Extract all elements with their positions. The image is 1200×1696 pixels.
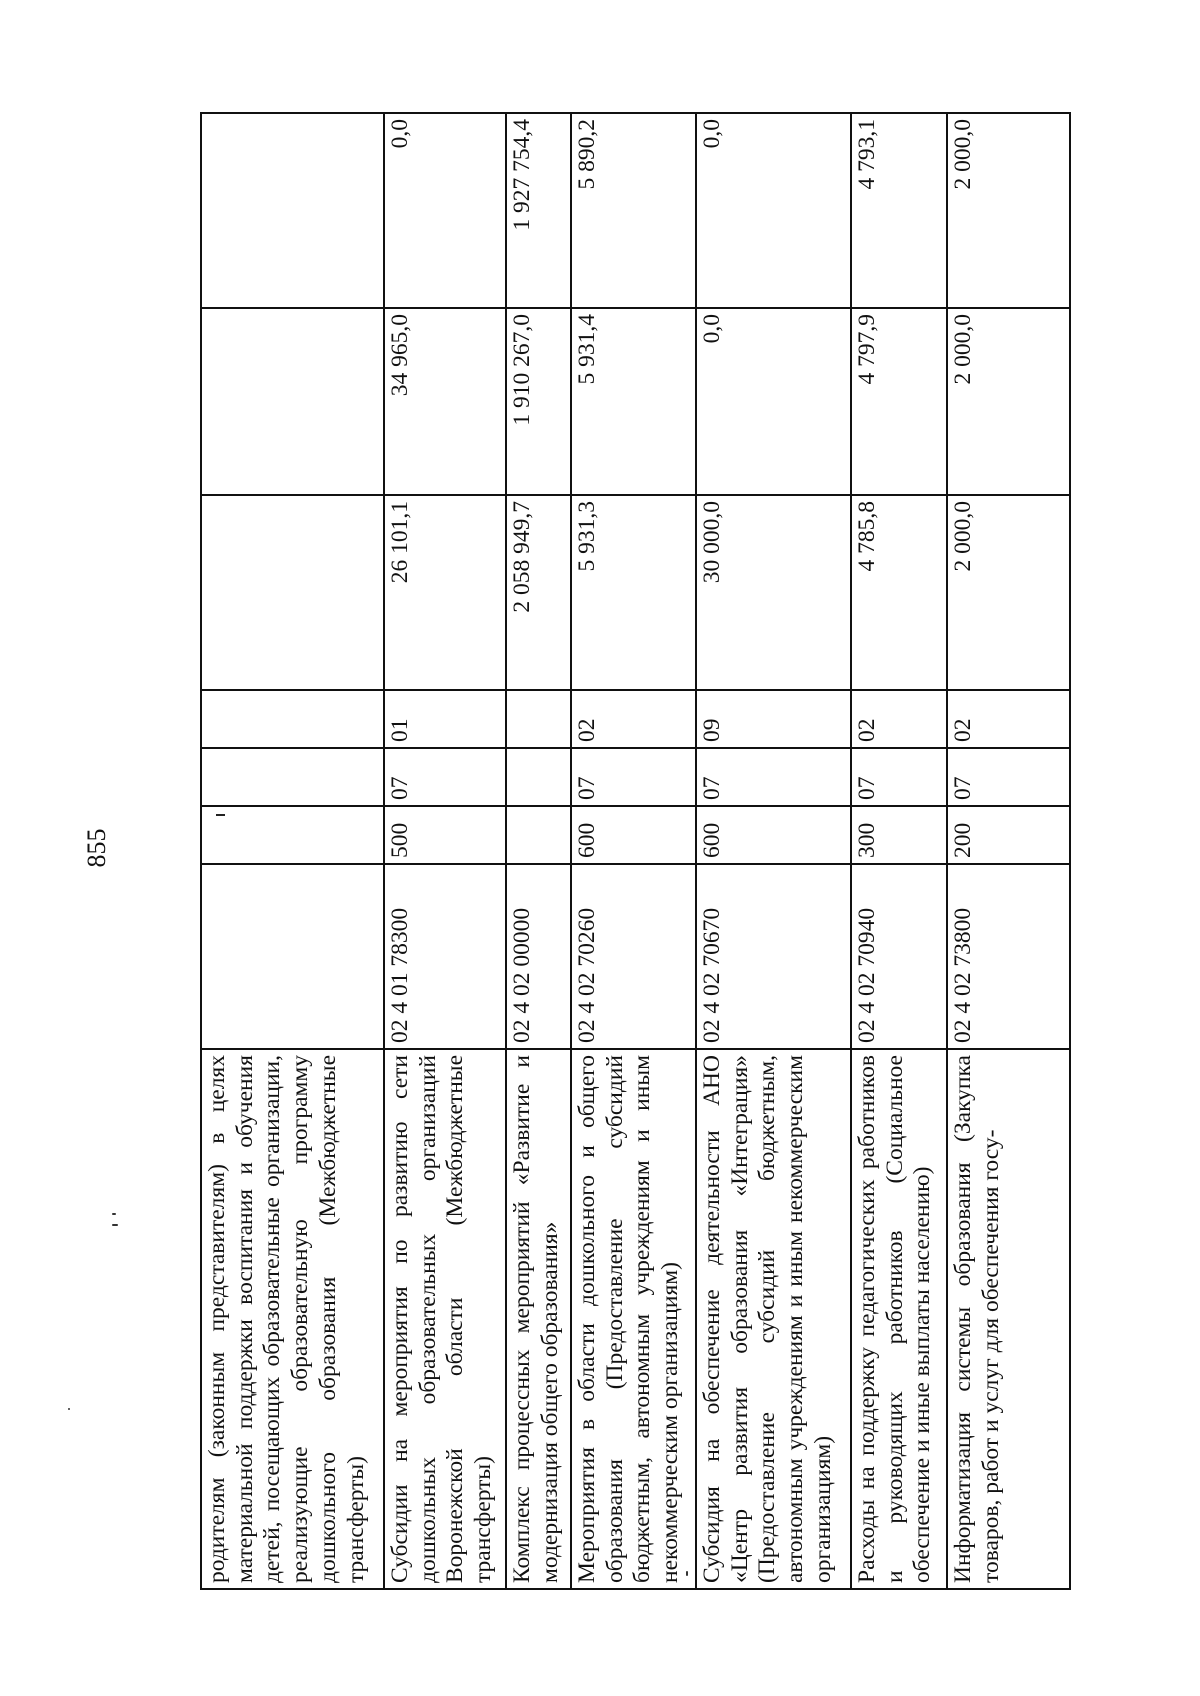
- row-value-2: 2 000,0: [947, 308, 1070, 495]
- row-vr: 600: [696, 806, 851, 864]
- row-value-1: 30 000,0: [696, 495, 851, 690]
- table-row: [947, 113, 1070, 1589]
- row-name: Субсидии на мероприятия по развитию сети дошкольных образовательных организаций Воронежской области (Межбюджетные трансферты): [384, 1049, 506, 1589]
- row-name: Информатизация системы образования (Закупка товаров, работ и услуг для обеспечения госу-: [947, 1049, 1070, 1589]
- row-rz: [201, 748, 384, 806]
- row-value-3: 0,0: [384, 113, 506, 308]
- row-value-3: 4 793,1: [851, 113, 947, 308]
- row-code: 02 4 02 73800: [947, 864, 1070, 1049]
- page-number: 855: [82, 828, 111, 868]
- row-value-1: 4 785,8: [851, 495, 947, 690]
- row-value-1: 5 931,3: [571, 495, 696, 690]
- row-value-2: 34 965,0: [384, 308, 506, 495]
- row-value-1: 2 058 949,7: [506, 495, 571, 690]
- row-code: 02 4 02 70670: [696, 864, 851, 1049]
- row-value-3: 0,0: [696, 113, 851, 308]
- table-row: [201, 113, 384, 1589]
- row-rz: 07: [947, 748, 1070, 806]
- row-vr: [506, 806, 571, 864]
- row-pr: 02: [851, 690, 947, 748]
- table-row: [696, 113, 851, 1589]
- row-value-1: [201, 495, 384, 690]
- row-pr: 02: [571, 690, 696, 748]
- row-pr: 01: [384, 690, 506, 748]
- row-vr: [201, 806, 384, 864]
- row-vr: 300: [851, 806, 947, 864]
- row-vr: 200: [947, 806, 1070, 864]
- row-vr: 500: [384, 806, 506, 864]
- row-value-1: 2 000,0: [947, 495, 1070, 690]
- row-code: 02 4 02 00000: [506, 864, 571, 1049]
- row-value-3: 1 927 754,4: [506, 113, 571, 308]
- table-row: [571, 113, 696, 1589]
- row-rz: 07: [384, 748, 506, 806]
- row-code: [201, 864, 384, 1049]
- row-code: 02 4 02 70940: [851, 864, 947, 1049]
- row-name: Комплекс процессных мероприятий «Развитие и модернизация общего образования»: [506, 1049, 571, 1589]
- row-value-1: 26 101,1: [384, 495, 506, 690]
- row-value-3: 2 000,0: [947, 113, 1070, 308]
- row-value-2: 5 931,4: [571, 308, 696, 495]
- row-code: 02 4 01 78300: [384, 864, 506, 1049]
- row-name: родителям (законным представителям) в целях материальной поддержки воспитания и обучения детей, посещающих образовательные организации, реализующие образовательную программу дошкольного образования (Межбюджетные трансферты): [201, 1049, 384, 1589]
- ink-speck: [216, 814, 225, 816]
- row-name: Расходы на поддержку педагогических работников и руководящих работников (Социальное обеспечение и иные выплаты населению): [851, 1049, 947, 1589]
- row-code: 02 4 02 70260: [571, 864, 696, 1049]
- row-rz: 07: [851, 748, 947, 806]
- row-name: Субсидия на обеспечение деятельности АНО «Центр развития образования «Интеграция» (Предоставление субсидий бюджетным, автономным учреждениям и иным некоммерческим организациям): [696, 1049, 851, 1589]
- row-value-2: 0,0: [696, 308, 851, 495]
- row-pr: 09: [696, 690, 851, 748]
- rotated-table-wrapper: [200, 114, 1069, 1590]
- row-rz: [506, 748, 571, 806]
- budget-table: [200, 112, 1071, 1590]
- row-value-3: 5 890,2: [571, 113, 696, 308]
- row-pr: [506, 690, 571, 748]
- row-vr: 600: [571, 806, 696, 864]
- row-pr: 02: [947, 690, 1070, 748]
- row-value-2: 4 797,9: [851, 308, 947, 495]
- row-pr: [201, 690, 384, 748]
- row-name: Мероприятия в области дошкольного и общего образования (Предоставление субсидий бюджетным, автономным учреждениям и иным некоммерческим организациям): [571, 1049, 696, 1589]
- row-value-2: 1 910 267,0: [506, 308, 571, 495]
- table-row: [851, 113, 947, 1589]
- row-rz: 07: [571, 748, 696, 806]
- row-value-3: [201, 113, 384, 308]
- row-value-2: [201, 308, 384, 495]
- table-row: [384, 113, 506, 1589]
- table-row: [506, 113, 571, 1589]
- row-rz: 07: [696, 748, 851, 806]
